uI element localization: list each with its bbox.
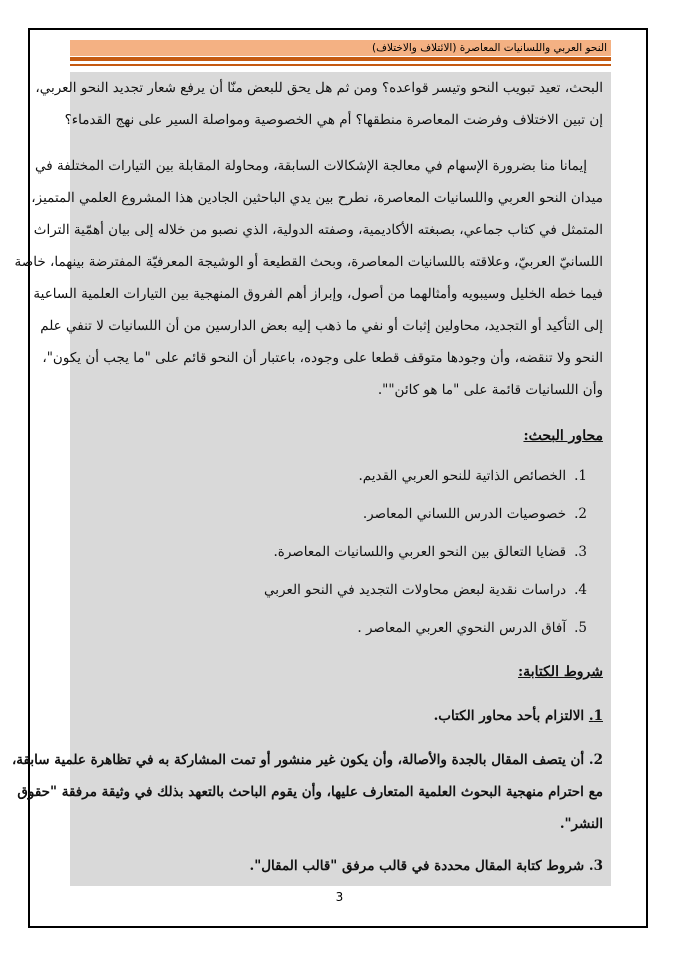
axis-item-number: 2. bbox=[574, 506, 587, 522]
body-line-1: إيمانا منا بضرورة الإسهام في معالجة الإشكالات السابقة، ومحاولة المقابلة بين التيارات المختلفة في bbox=[35, 158, 587, 174]
page-number: 3 bbox=[335, 890, 344, 904]
axis-item-number: 4. bbox=[574, 582, 587, 598]
conditions-heading: شروط الكتابة: bbox=[518, 664, 603, 680]
header-rule-thick bbox=[70, 57, 611, 61]
axis-item-text: آفاق الدرس النحوي العربي المعاصر . bbox=[357, 620, 567, 636]
axis-item-text: خصوصيات الدرس اللساني المعاصر. bbox=[362, 506, 567, 522]
running-header: النحو العربي واللسانيات المعاصرة (الائتلاف والاختلاف) bbox=[70, 40, 611, 56]
header-rule-thin bbox=[70, 64, 611, 66]
axes-heading: محاور البحث: bbox=[523, 428, 603, 444]
condition-2-line-1: 2. أن يتصف المقال بالجدة والأصالة، وأن يكون غير منشور أو تمت المشاركة به في تظاهرة علمية سابقة، bbox=[11, 752, 603, 768]
body-line-2: ميدان النحو العربي واللسانيات المعاصرة، نطرح بين يدي الباحثين الجادين هذا المشروع العلمي المتميز، bbox=[31, 190, 603, 206]
axis-item-1 bbox=[358, 468, 587, 484]
axis-item-2 bbox=[363, 506, 587, 522]
axis-item-3 bbox=[273, 544, 587, 560]
axis-item-number: 3. bbox=[574, 544, 587, 560]
axis-item-4 bbox=[264, 582, 587, 598]
condition-1-number: 1. bbox=[588, 708, 603, 724]
axis-item-text: الخصائص الذاتية للنحو العربي القديم. bbox=[358, 468, 567, 484]
intro-line-1: البحث، تعيد تبويب النحو وتيسر قواعده؟ ومن ثم هل يحق للبعض منّا أن يرفع شعار تجديد النحو العربي، bbox=[35, 80, 603, 96]
axis-item-text: دراسات نقدية لبعض محاولات التجديد في النحو العربي bbox=[264, 582, 567, 598]
body-line-8: وأن اللسانيات قائمة على "ما هو كائن"". bbox=[377, 382, 603, 398]
axis-item-5 bbox=[357, 620, 587, 636]
body-line-4: اللسانيّ العربيّ، وعلاقته باللسانيات المعاصرة، وبحث القطيعة أو الوشيجة المعرفيّة المفترضة بينهما، خاصة bbox=[14, 254, 603, 270]
condition-3: 3. شروط كتابة المقال محددة في قالب مرفق "قالب المقال". bbox=[249, 858, 603, 874]
condition-2-line-2: مع احترام منهجية البحوث العلمية المتعارف عليها، وأن يقوم الباحث بالتعهد بذلك في وثيقة مرفقة "حقوق bbox=[17, 784, 603, 800]
condition-1 bbox=[78, 708, 603, 724]
body-line-5: فيما خطه الخليل وسيبويه وأمثالهما من أصول، وإبراز أهم الفروق المنهجية بين التيارات العلمية الساعية bbox=[33, 286, 603, 302]
body-line-3: المتمثل في كتاب جماعي، بصبغته الأكاديمية، وصفته الدولية، الذي نصبو من خلاله إلى بيان أهمّية التراث bbox=[33, 222, 603, 238]
condition-1-text: الالتزام بأحد محاور الكتاب. bbox=[433, 708, 585, 724]
content-area bbox=[11, 72, 611, 886]
axis-item-number: 1. bbox=[574, 468, 587, 484]
intro-line-2: إن تبين الاختلاف وفرضت المعاصرة منطقها؟ أم هي الخصوصية ومواصلة السير على نهج القدماء؟ bbox=[64, 112, 603, 128]
condition-2-line-3: النشر". bbox=[559, 816, 603, 832]
axis-item-number: 5. bbox=[574, 620, 587, 636]
body-line-7: النحو ولا تنقضه، وأن وجودها متوقف قطعا على وجوده، باعتبار أن النحو قائم على "ما يجب أن يكون"، bbox=[42, 350, 603, 366]
axis-item-text: قضايا التعالق بين النحو العربي واللسانيات المعاصرة. bbox=[273, 544, 567, 560]
body-line-6: إلى التأكيد أو التجديد، محاولين إثبات أو نفي ما ذهب إليه بعض الدارسين من أن اللسانيات لا تنفي علم bbox=[40, 318, 603, 334]
